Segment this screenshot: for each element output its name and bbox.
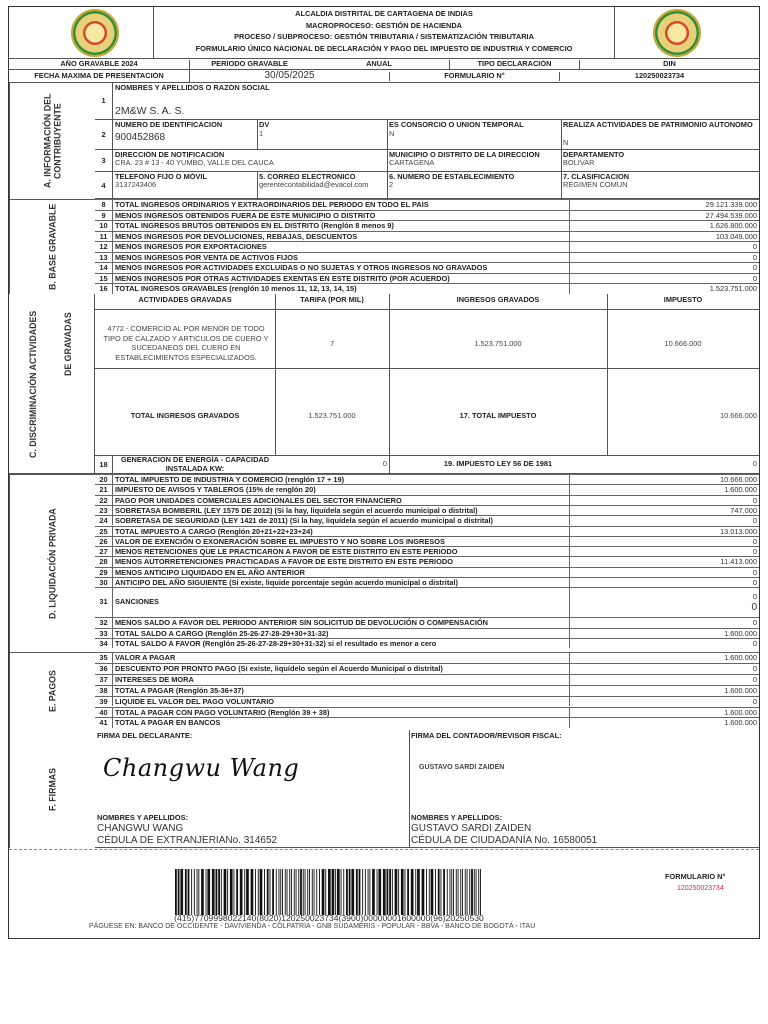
pagos-row-40 [95,707,759,718]
base-gravable-row-10 [95,220,759,231]
liquidacion-row-28 [95,556,759,566]
direccion-label: DIRECCIÓN DE NOTIFICACIÓN [115,151,225,159]
row-label: MENOS SALDO A FAVOR DEL PERIODO ANTERIOR SIN SOLICITUD DE DEVOLUCIÓN O COMPENSACIÓN [115,618,488,628]
header-form-title: FORMULARIO ÚNICO NACIONAL DE DECLARACIÓN Y PAGO DEL IMPUESTO DE INDUSTRIA Y COMERCIO [195,43,573,53]
contador-signature: GUSTAVO SARDI ZAIDEN [419,764,505,771]
pagos-row-36 [95,663,759,674]
row-number: 8 [95,200,113,210]
row-label: SOBRETASA DE SEGURIDAD (LEY 1421 de 2011) (Si la hay, liquídela según el acuerdo municipal o distrital) [115,516,493,526]
row-label: PAGO POR UNIDADES COMERCIALES ADICIONALES DEL SECTOR FINANCIERO [115,495,402,505]
r19-label: 19. IMPUESTO LEY 56 DE 1981 [443,460,553,468]
periodo-label: PERÍODO GRAVABLE [189,60,309,69]
row-amount: 27.494.539.000 [569,211,759,221]
row-number: 36 [95,664,113,674]
contador-name: GUSTAVO SARDI ZAIDEN [411,823,532,834]
section-a [95,83,759,199]
total-impuesto-label: 17. TOTAL IMPUESTO [459,412,537,420]
section-d-title: D. LIQUIDACIÓN PRIVADA [9,474,95,652]
total-impuesto-value: 10.666.000 [720,412,757,420]
row-number: 12 [95,242,113,252]
row-label: MENOS RETENCIONES QUE LE PRACTICARON A FAVOR DE ESTE DISTRITO EN ESTE PERIODO [115,547,458,557]
barcode-icon [175,869,485,915]
col-impuesto: IMPUESTO [663,296,703,304]
row-label: ANTICIPO DEL AÑO SIGUIENTE (Si existe, liquide porcentaje según acuerdo municipal o distrital) [115,578,458,587]
row-number: 21 [95,485,113,494]
row-label: TOTAL INGRESOS GRAVABLES (renglón 10 menos 11, 12, 13, 14, 15) [115,284,357,293]
telefono-label: TELEFONO FIJO O MÓVIL [115,173,207,181]
row-number: 40 [95,708,113,718]
row-amount: 0 [569,578,759,587]
row-label: SOBRETASA BOMBERIL (LEY 1575 DE 2012) (Si la hay, liquídela según el acuerdo municipal o distrital) [115,505,478,515]
base-gravable-row-15 [95,273,759,284]
row-amount: 0 [569,675,759,685]
section-b-title: B. BASE GRAVABLE [9,199,95,294]
base-gravable-row-11 [95,231,759,242]
liquidacion-row-27 [95,546,759,556]
row-number: 38 [95,686,113,696]
section-e-title: E. PAGOS [9,652,95,730]
logo-left-cell [9,7,154,59]
city-seal-icon [653,9,701,57]
total-ingresos-label: TOTAL INGRESOS GRAVADOS [130,412,240,420]
row-number: 27 [95,547,113,556]
declarante-signature: Changwu Wang [103,754,300,782]
row-label: SANCIONES [115,597,159,607]
barcode-text: (415)7709998022140(8020)120250023734(3900)00000001600000(96)20250530 [174,913,484,923]
liquidacion-row-32 [95,617,759,627]
pagos-row-39 [95,696,759,707]
row-amount: 0 [569,639,759,648]
consorcio-value: N [389,130,395,138]
anio-gravable: AÑO GRAVABLE 2024 [60,60,138,68]
liquidacion-row-30 [95,577,759,587]
row-number: 41 [95,718,113,728]
row-amount: 1.600.000 [569,485,759,494]
actividad-tarifa: 7 [329,340,335,348]
tipo-declaracion-label: TIPO DECLARACIÓN [449,60,579,69]
formulario-label: FORMULARIO N° [389,72,559,81]
section-f [95,730,759,848]
telefono-value: 3137243406 [115,181,157,189]
base-gravable-row-8 [95,199,759,210]
section-d-rows [1,474,759,652]
nit-value: 900452868 [115,132,166,143]
row-label: TOTAL A PAGAR (Renglón 35-36+37) [115,685,244,695]
row-amount: 0 [569,547,759,556]
header-proceso: PROCESO / SUBPROCESO: GESTIÓN TRIBUTARIA / SISTEMATIZACIÓN TRIBUTARIA [234,32,534,41]
row-label: MENOS INGRESOS POR OTRAS ACTIVIDADES EXENTAS EN ESTE DISTRITO (POR ACUERDO) [115,273,450,283]
section-c-subtitle: DE GRAVADAS [63,312,73,376]
meta-row-2 [9,70,759,83]
fecha-maxima-label: FECHA MAXIMA DE PRESENTACIÓN [34,72,164,80]
nombre-value: 2M&W S. A. S. [115,105,185,117]
patrimonio-label: REALIZA ACTIVIDADES DE PATRIMONIO AUTONOMO [563,121,753,129]
actividad-impuesto: 10.666.000 [664,340,702,348]
row-amount: 0 [569,242,759,252]
row-number: 26 [95,537,113,546]
clasificacion-label: 7. CLASIFICACION [563,173,630,181]
r19-value: 0 [752,460,757,468]
liquidacion-row-31 [95,587,759,617]
row-label: IMPUESTO DE AVISOS Y TABLEROS (15% de renglón 20) [115,485,316,495]
row-amount: 1.626.800.000 [569,221,759,231]
correo-label: 5. CORREO ELECTRONICO [259,173,356,181]
row-label: INTERESES DE MORA [115,674,194,684]
footer-formulario-value: 120250023734 [677,885,724,892]
row-label: DESCUENTO POR PRONTO PAGO (Si existe, liquídelo según el Acuerdo Municipal o distrital) [115,663,443,673]
row-number: 20 [95,475,113,484]
section-e-rows [1,652,759,730]
row-number: 22 [95,496,113,505]
row-amount: 0 [569,263,759,273]
section-b-rows [1,199,759,294]
contador-id: CÉDULA DE CIUDADANÍA No. 16580051 [411,835,598,846]
row-amount: 0 [569,516,759,525]
row-amount: 1.600.000 [569,629,759,638]
actividad-description: 4772 - COMERCIO AL POR MENOR DE TODO TIPO DE CALZADO Y ARTICULOS DE CUERO Y SUCEDANEOS DEL CUERO EN ESTABLECIMIENTOS ESPECIALIZADOS. [103,324,269,362]
row-number: 37 [95,675,113,685]
row-amount: 0 [569,697,759,707]
row-amount: 0 [569,618,759,627]
section-c-title: C. DISCRIMINACIÓN ACTIVIDADES [28,310,38,458]
row-label: TOTAL INGRESOS ORDINARIOS Y EXTRAORDINARIOS DEL PERIODO EN TODO EL PAIS [115,200,429,209]
base-gravable-row-16 [95,283,759,294]
cut-line [9,848,759,850]
footer-formulario-label: FORMULARIO N° [665,873,726,881]
row-label: TOTAL SALDO A CARGO (Renglón 25-26-27-28-29+30+31-32) [115,628,329,638]
pagos-row-38 [95,685,759,696]
row-amount: 10.666.000 [569,475,759,484]
base-gravable-row-9 [95,210,759,221]
direccion-value: CRA. 23 # 13 - 40 YUMBO, VALLE DEL CAUCA [115,159,274,167]
header-entity: ALCALDIA DISTRITAL DE CARTAGENA DE INDIAS [295,9,473,18]
row-number: 31 [95,588,113,617]
dv-label: DV [259,121,270,129]
row-label: TOTAL A PAGAR CON PAGO VOLUNTARIO (Renglón 39 + 38) [115,707,330,717]
municipio-label: MUNICIPIO O DISTRITO DE LA DIRECCION [389,151,540,159]
header [9,7,759,59]
row-label: MENOS AUTORRETENCIONES PRACTICADAS A FAVOR DE ESTE DISTRITO EN ESTE PERIODO [115,557,453,567]
row-amount: 0 [569,664,759,674]
r18-value: 0 [382,460,387,468]
row-number: 23 [95,506,113,515]
declarante-name: CHANGWU WANG [97,823,184,834]
row-num-18: 18 [95,455,113,474]
section-c-title-cell [9,294,95,474]
actividad-ingresos: 1.523.751.000 [474,340,522,348]
declarante-nombres-label: NOMBRES Y APELLIDOS: [97,814,189,822]
establecimientos-label: 6. NUMERO DE ESTABLECIMIENTO [389,173,515,181]
base-gravable-row-12 [95,241,759,252]
row-amount [569,588,759,617]
r18-label: GENERACION DE ENERGÍA - CAPACIDAD INSTALADA KW: [120,456,270,473]
row-number: 35 [95,653,113,663]
departamento-label: DEPARTAMENTO [563,151,625,159]
departamento-value: BOLIVAR [563,159,595,167]
meta-row-1 [9,59,759,70]
row-label: MENOS INGRESOS POR DEVOLUCIONES, REBAJAS, DESCUENTOS [115,231,358,241]
row-amount: 1.600.000 [569,708,759,718]
row-amount: 0 [569,253,759,263]
establecimientos-value: 2 [389,181,394,189]
liquidacion-row-22 [95,495,759,505]
base-gravable-row-14 [95,262,759,273]
row-num-4: 4 [95,171,113,199]
col-ingresos: INGRESOS GRAVADOS [456,296,540,304]
municipio-value: CARTAGENA [389,159,435,167]
liquidacion-row-25 [95,526,759,536]
periodo-value: ANUAL [366,60,392,68]
row-amount: 1.600.000 [569,686,759,696]
row-amount: 0 [569,274,759,284]
row-amount: 1.523.751.000 [569,284,759,294]
row-label: TOTAL A PAGAR EN BANCOS [115,718,221,728]
liquidacion-row-24 [95,515,759,525]
nit-label: NUMERO DE IDENTIFICACION [115,121,223,129]
liquidacion-row-23 [95,505,759,515]
row-number: 15 [95,274,113,284]
row-amount: 29.121.339.000 [569,200,759,210]
contador-nombres-label: NOMBRES Y APELLIDOS: [411,814,503,822]
pagos-row-35 [95,652,759,663]
fecha-maxima-value: 30/05/2025 [189,70,389,82]
declarante-id: CÉDULA DE EXTRANJERIANo. 314652 [97,835,278,846]
row-label: TOTAL IMPUESTO DE INDUSTRIA Y COMERCIO (renglón 17 + 19) [115,475,345,484]
row-number: 32 [95,618,113,627]
tax-form [8,6,760,939]
row-number: 29 [95,568,113,577]
row-label: TOTAL SALDO A FAVOR (Renglón 25-26-27-28-29+30+31-32) si el resultado es menor a cero [115,638,437,648]
row-amount: 1.600.000 [569,718,759,728]
contador-label: FIRMA DEL CONTADOR/REVISOR FISCAL: [411,732,562,740]
pagos-row-37 [95,674,759,685]
nombre-label: NOMBRES Y APELLIDOS O RAZÓN SOCIAL [115,84,270,92]
row-number: 9 [95,211,113,221]
row-number: 28 [95,557,113,566]
row-amount: 0 [569,496,759,505]
dv-value: 1 [259,130,264,138]
pagos-row-41 [95,717,759,728]
sanciones-value-1: 0 [752,592,757,602]
row-number: 34 [95,639,113,648]
tipo-declaracion-value: DIN [579,60,759,69]
row-number: 10 [95,221,113,231]
header-macroproceso: MACROPROCESO: GESTIÓN DE HACIENDA [305,20,463,30]
row-label: LIQUIDE EL VALOR DEL PAGO VOLUNTARIO [115,696,275,706]
row-amount: 1.600.000 [569,653,759,663]
row-num-1: 1 [95,83,113,119]
section-f-title: F. FIRMAS [9,730,95,848]
row-amount: 0 [569,537,759,546]
total-ingresos-value: 1.523.751.000 [308,412,356,420]
row-number: 24 [95,516,113,525]
correo-value: gerentecontabilidad@evacol.com [259,181,369,189]
col-tarifa: TARIFA (POR MIL) [300,296,364,304]
section-a-title: A. INFORMACIÓN DEL CONTRIBUYENTE [9,83,95,199]
row-number: 14 [95,263,113,273]
row-num-2: 2 [95,119,113,149]
row-label: VALOR DE EXENCIÓN O EXONERACIÓN SOBRE EL IMPUESTO Y NO SOBRE LOS INGRESOS [115,536,445,546]
bancos-text: PÁGUESE EN: BANCO DE OCCIDENTE - DAVIVIENDA - COLPATRIA - GNB SUDAMERIS - POPULAR - BBVA - BANCO DE BOGOTÁ - ITAU [89,923,536,930]
section-c [95,294,759,474]
row-amount: 11.413.000 [569,557,759,566]
row-amount: 747.000 [569,506,759,515]
patrimonio-value: N [563,139,569,147]
consorcio-label: ES CONSORCIO O UNION TEMPORAL [389,121,524,129]
col-actividades: ACTIVIDADES GRAVADAS [138,296,232,304]
declarante-label: FIRMA DEL DECLARANTE: [97,732,193,740]
liquidacion-row-29 [95,567,759,577]
base-gravable-row-13 [95,252,759,263]
city-seal-icon [71,9,119,57]
row-label: MENOS INGRESOS POR ACTIVIDADES EXCLUIDAS O NO SUJETAS Y OTROS INGRESOS NO GRAVADOS [115,263,488,272]
logo-right-cell [614,7,759,59]
row-label: MENOS ANTICIPO LIQUIDADO EN EL AÑO ANTERIOR [115,567,305,577]
liquidacion-row-26 [95,536,759,546]
row-number: 30 [95,578,113,587]
row-number: 11 [95,232,113,242]
formulario-value: 120250023734 [559,72,759,81]
liquidacion-row-34 [95,638,759,648]
liquidacion-row-33 [95,628,759,638]
clasificacion-value: REGIMEN COMUN [563,181,628,189]
row-label: MENOS INGRESOS OBTENIDOS FUERA DE ESTE MUNICIPIO O DISTRITO [115,210,376,220]
sanciones-value-2: 0 [751,602,757,614]
row-num-3: 3 [95,149,113,171]
liquidacion-row-21 [95,484,759,494]
row-label: MENOS INGRESOS POR VENTA DE ACTIVOS FIJOS [115,252,298,262]
row-label: MENOS INGRESOS POR EXPORTACIONES [115,242,267,251]
row-label: VALOR A PAGAR [115,653,176,662]
row-number: 25 [95,527,113,536]
row-label: TOTAL IMPUESTO A CARGO (Renglón 20+21+22+23+24) [115,526,313,536]
row-label: TOTAL INGRESOS BRUTOS OBTENIDOS EN EL DISTRITO (Renglón 8 menos 9) [115,221,394,230]
row-amount: 13.013.000 [569,527,759,536]
row-number: 39 [95,697,113,707]
row-amount: 0 [569,568,759,577]
row-number: 16 [95,284,113,294]
row-amount: 103.049.000 [569,232,759,242]
liquidacion-row-20 [95,474,759,484]
row-number: 13 [95,253,113,263]
row-number: 33 [95,629,113,638]
